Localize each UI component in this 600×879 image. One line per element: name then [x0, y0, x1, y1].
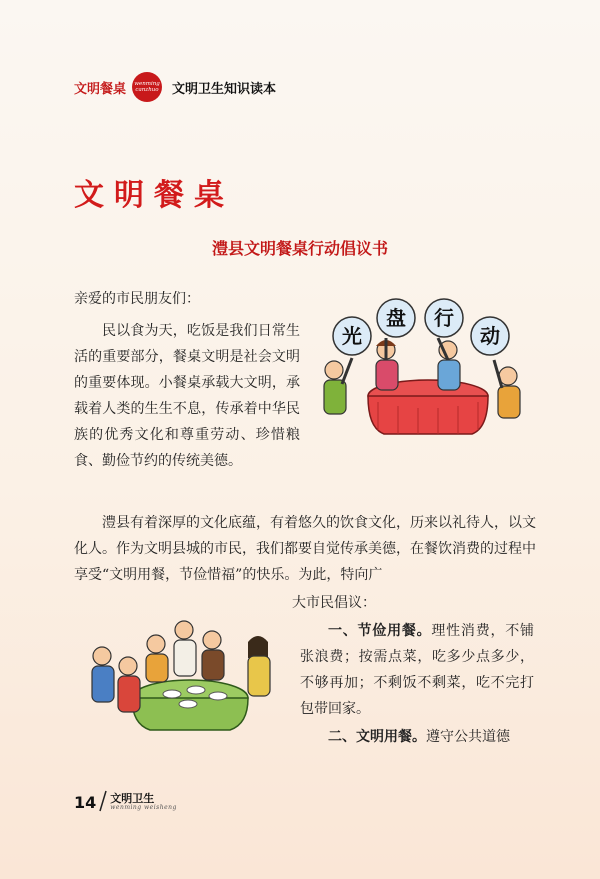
sign-char-4: 动	[480, 324, 500, 348]
footer-brand: 文明卫生	[110, 792, 155, 805]
sign-char-1: 光	[342, 324, 362, 348]
sign-char-3: 行	[434, 306, 454, 330]
proposal-item-1	[300, 618, 534, 722]
paragraph-county-culture-continued: 大市民倡议：	[292, 595, 376, 611]
header-section-label: 文明餐桌	[74, 81, 127, 97]
sign-char-2: 盘	[386, 306, 406, 330]
illustration-group-dining	[72, 606, 290, 756]
proposal-item-1-label: 一、节俭用餐。	[328, 623, 432, 639]
proposal-item-2-text: 遵守公共道德	[426, 729, 510, 745]
page-footer	[74, 790, 177, 812]
header-book-title: 文明卫生知识读本	[172, 81, 277, 97]
paragraph-intro: 民以食为天，吃饭是我们日常生活的重要部分，餐桌文明是社会文明的重要体现。小餐桌承载大文明，承载着人类的生生不息，传承着中华民族的优秀文化和尊重劳动、珍惜粮食、勤俭节约的传统美德。	[74, 323, 300, 469]
running-header	[74, 72, 276, 102]
header-logo-emblem	[132, 72, 162, 102]
proposal-item-2	[300, 724, 534, 750]
proposal-item-1-text: 理性消费，不铺张浪费；按需点菜，吃多少点多少，不够再加；不剩饭不剩菜，吃不完打包带回家。	[300, 623, 535, 717]
illustration-clean-plate-campaign	[312, 288, 538, 450]
header-logo-text-2: canzhuo	[135, 87, 159, 93]
proposal-item-2-label: 二、文明用餐。	[328, 729, 426, 745]
header-logo-text-1: wenming	[134, 81, 160, 87]
page-number: 14	[74, 793, 97, 812]
paragraph-county-culture: 澧县有着深厚的文化底蕴，有着悠久的饮食文化，历来以礼待人，以文化人。作为文明县城的市民，我们都要自觉传承美德，在餐饮消费的过程中享受“文明用餐，节俭惜福”的快乐。为此，特向广	[74, 515, 536, 583]
salutation: 亲爱的市民朋友们：	[74, 291, 200, 307]
footer-slash-icon	[98, 790, 108, 812]
page-title: 文明餐桌	[74, 178, 234, 213]
footer-brand-roman: wenming weisheng	[110, 804, 177, 811]
document-title: 澧县文明餐桌行动倡议书	[211, 239, 388, 258]
